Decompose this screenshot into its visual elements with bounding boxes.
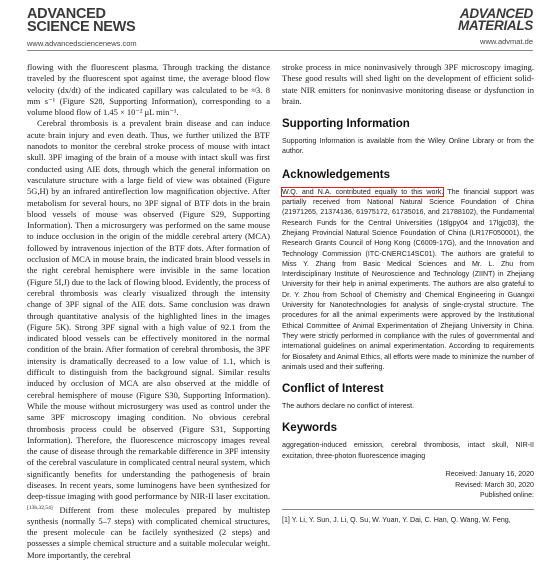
- acknowledgements-funding-text: The financial support was partially received from National Natural Science Foundation of China (21971265, 21374136, 61975172, 61735016, and 21788102), the Fundamental Research Funds for the Central Universities (18lgpy04 and 17lgjc03), the Zhejiang Provincial Natural Science Foundation of China (LR17F050001), the Research Grants Council of Hong Kong (C6009-17G), and the Innovation and Technology Commission (ITC-CNERC14SC01). The authors are grateful to Miss Y. Zhang from Basic Medical Sciences and Mr. L. Zhu from Interdisciplinary Institute of Neuroscience and Technology (ZIINT) in Zhejiang University for their help in animal experiments. The authors are also grateful to Dr. Y. Zhou from School of Chemistry and Chemical Engineering in Guangxi University for Nanotechnologies for analysis of single-crystal structure. The procedures for all the animal experiments were approved by the Institutional Ethical Committee of Animal Experimentation of Zhejiang University in China. They were strictly performed in compliance with the rules of governmental and international guidelines on animal experimentation. According to requirements for Biosafety and Animal Ethics, all efforts were made to minimize the number of animals used and their suffering.: [282, 187, 534, 371]
- acknowledgements-text: [282, 187, 534, 372]
- conclusion-text: stroke process in mice noninvasively through 3PF microscopy imaging. These good results will shed light on the development of efficient solid-state NIR emitters for noninvasive monitoring disease or dysfunction in brain.: [282, 62, 534, 106]
- publication-dates: [282, 469, 534, 501]
- equal-contribution-highlight: W.Q. and N.A. contributed equally to this work.: [282, 187, 444, 196]
- paragraph-blood-flow: flowing with the fluorescent plasma. Through tracking the distance traveled by the fluorescent spot against time, the average blood flow velocity (dx/dt) of the indicated capillary was calculated to be ≈3. 8 mm s⁻¹ (Figure S28, Supporting Information), corresponding to a volume blood flow of 1.45 × 10⁻² μL min⁻¹.: [27, 62, 270, 118]
- header-divider: [27, 50, 533, 51]
- journal-brand-line1: ADVANCED: [459, 6, 533, 21]
- publisher-brand-line2: SCIENCE NEWS: [27, 19, 136, 35]
- paragraph-cerebral-thrombosis-tail: Different from these molecules prepared by multistep synthesis (normally 5–7 steps) with complicated chemical structures, the present molecule can be facilely synthesized (2 steps) and possesses a simple chemical structure and a suitable molecular weight. More importantly, the cerebral: [27, 504, 270, 560]
- journal-masthead: [458, 8, 533, 46]
- journal-brand-line2: MATERIALS: [457, 18, 533, 33]
- conflict-of-interest-heading: Conflict of Interest: [282, 383, 384, 396]
- left-column-text: [27, 62, 270, 561]
- paragraph-cerebral-thrombosis: [27, 118, 270, 560]
- received-date: Received: January 16, 2020: [445, 470, 534, 479]
- keywords-heading: Keywords: [282, 422, 337, 435]
- acknowledgements-heading: Acknowledgements: [282, 168, 390, 181]
- references-divider: [282, 509, 534, 510]
- supporting-information-heading: Supporting Information: [282, 118, 410, 131]
- keywords-text: aggregation-induced emission, cerebral thrombosis, intact skull, NIR-II excitation, three-photon fluorescence imaging: [282, 441, 534, 460]
- reference-item[interactable]: [1] Y. Li, Y. Sun, J. Li, Q. Su, W. Yuan, Y. Dai, C. Han, Q. Wang, W. Feng,: [282, 515, 511, 524]
- published-date: Published online:: [479, 491, 534, 500]
- publisher-masthead: [27, 8, 137, 48]
- left-column: [27, 62, 270, 561]
- page-header: [0, 0, 560, 50]
- paragraph-cerebral-thrombosis-body: Cerebral thrombosis is a prevalent brain disease and can induce acute brain injury and even death. Thus, we further utilized the BTF nanodots to monitor the cerebral stroke process of mouse with intact skull. 3PF imaging of the brain of a mouse with intact skull was first conducted using AIE dots, through which the general information on vasculature structure with a large field of view was obtained (Figure 5G,H) by an infrared antireflection low magnification objective. After metabolism for several hours, no 3PF signal of BTF dots in the brain blood vessels of mouse was observed (Figure S29, Supporting Information). Then a microsurgery was performed on the same mouse to induce occlusion in the origin of the middle cerebral artery (MCA) followed by intravenous injection of the BTF dots. After formation of occlusion of MCA in mouse brain, the indicated brain blood vessels in the right cerebral hemisphere were invisible in the same location (Figure 5I,J) due to the lack of flowing blood. Evidently, the process of cerebral thrombosis was clearly visualized through the intensity change of 3PF signal of the AIE dots. Same conclusion was drawn through quantitative analysis of the highlighted lines in the images (Figure 5K). Strong 3PF signal with a high value of 92.1 from the indicated blood vessels can be effectively monitored in the normal condition of the brain. After formation of cerebral thrombosis, the 3PF intensity is dramatically decreased to a low value of 1.1, which is difficult to distinguish from the background signal. Similar results induced by occlusion of MCA are also observed at the middle of cerebral hemisphere of mouse (Figure S30, Supporting Information). While the mouse without microsurgery was used as control under the same 3PF microscopy imaging condition. No obvious cerebral thrombosis process could be observed (Figure S31, Supporting Information). Therefore, the fluorescence microscopy images reveal the cause of disease through the remarkable difference in 3PF intensity of the cerebral vasculature in complicated central neural system, which significantly benefits for understanding the pathogenesis of brain diseases. In recent years, some luminogens have been synthesized for deep-tissue imaging with good performance by NIR-II laser excitation.: [27, 118, 270, 502]
- journal-url[interactable]: www.advmat.de: [480, 37, 533, 46]
- right-column: [282, 62, 534, 525]
- citation-superscript[interactable]: [13b,32,54]: [27, 504, 53, 511]
- revised-date: Revised: March 30, 2020: [455, 480, 534, 489]
- supporting-information-text: Supporting Information is available from the Wiley Online Library or from the author.: [282, 137, 534, 156]
- conflict-of-interest-text: The authors declare no conflict of interest.: [282, 402, 415, 411]
- publisher-brand-line1: ADVANCED: [27, 6, 106, 22]
- publisher-url[interactable]: www.advancedsciencenews.com: [27, 39, 137, 48]
